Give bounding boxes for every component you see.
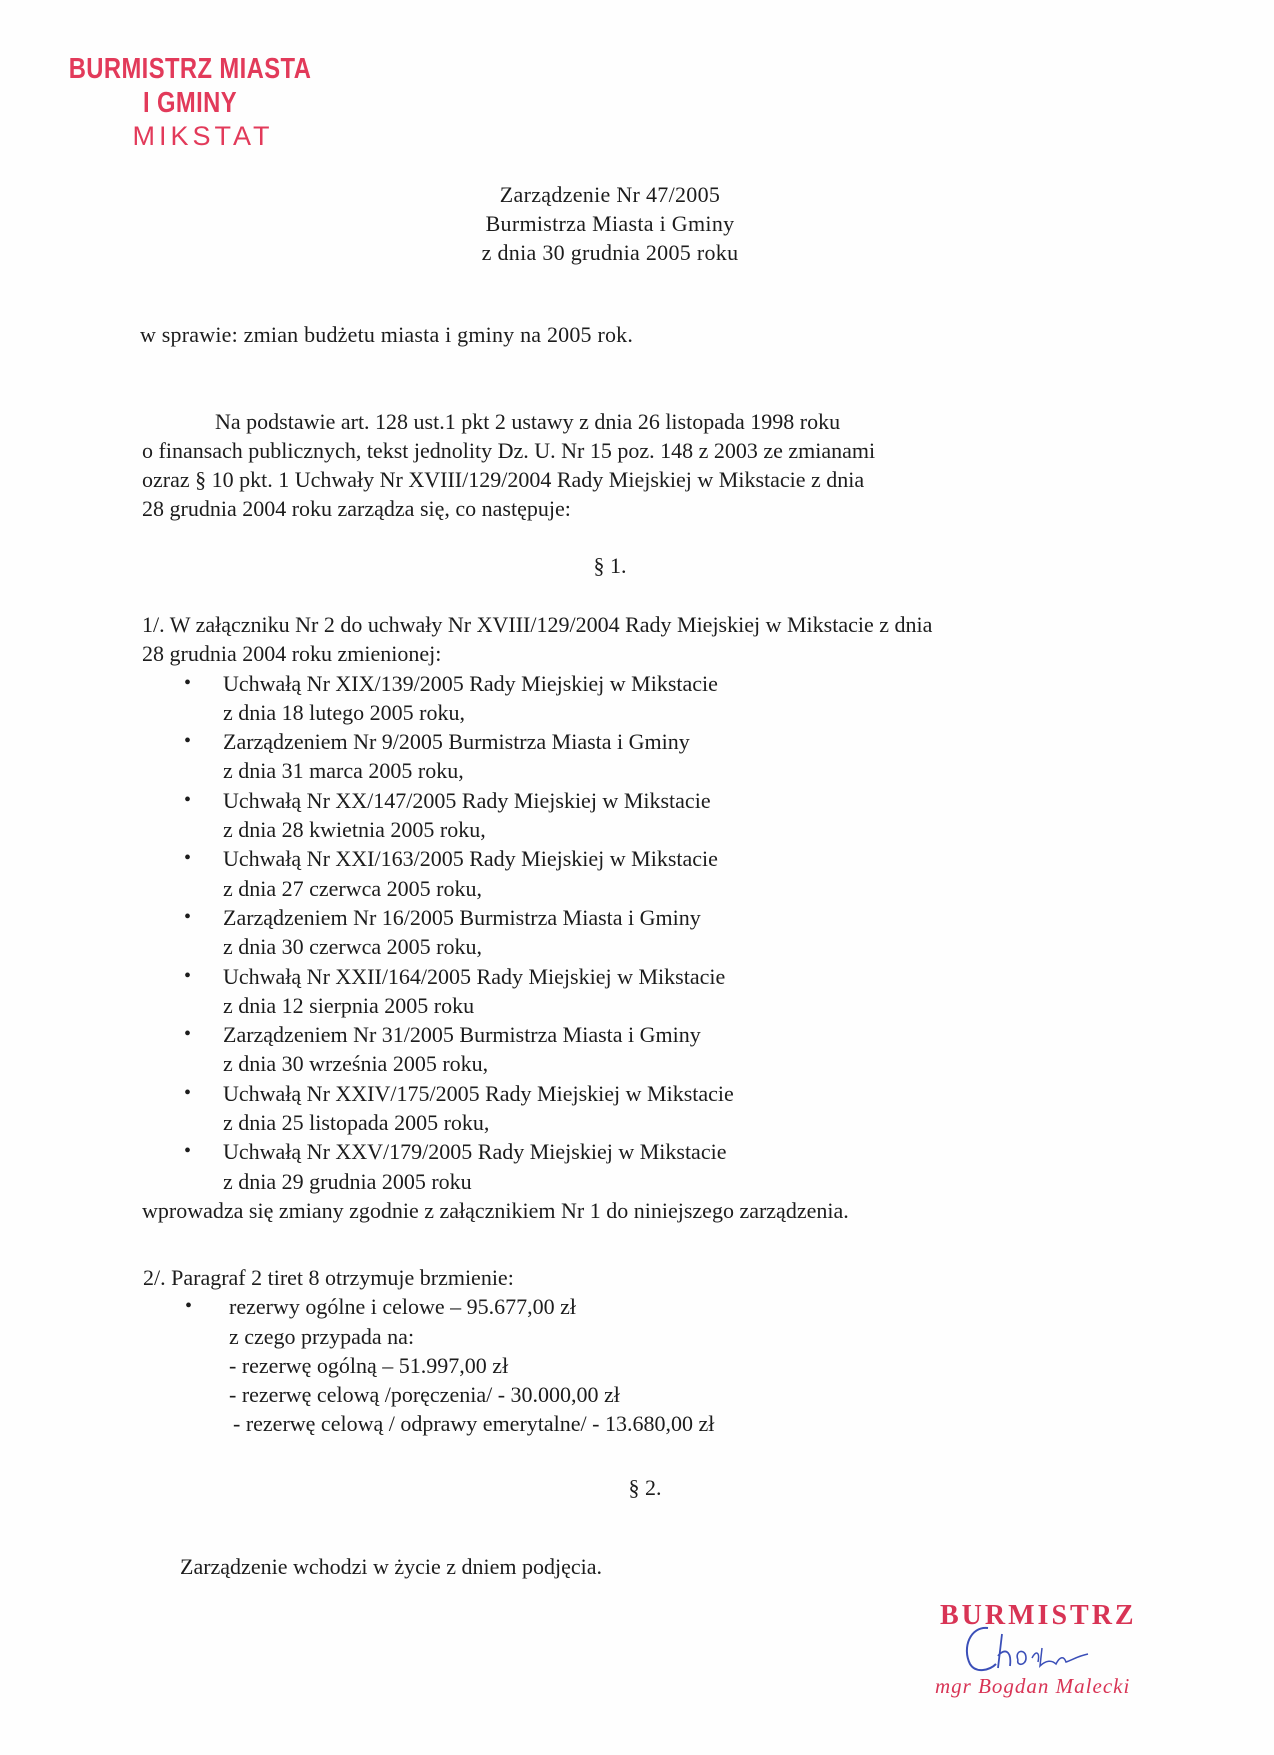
amendment-act: Uchwałą Nr XXI/163/2005 Rady Miejskiej w Mikstacie: [223, 846, 718, 872]
amendment-act: Uchwałą Nr XXV/179/2005 Rady Miejskiej w Mikstacie: [223, 1139, 727, 1165]
section-2-intro: 2/. Paragraf 2 tiret 8 otrzymuje brzmienie:: [143, 1265, 514, 1290]
section-1-closing: wprowadza się zmiany zgodnie z załącznikiem Nr 1 do niniejszego zarządzenia.: [142, 1197, 849, 1223]
stamp-line-town: MIKSTAT: [132, 121, 274, 151]
list-item: [184, 786, 1192, 845]
handwritten-signature-icon: [960, 1620, 1110, 1680]
reserve-item: [185, 1292, 1193, 1438]
document-subject: w sprawie: zmian budżetu miasta i gminy na 2005 rok.: [140, 322, 634, 347]
document-header: [0, 180, 1220, 267]
amendment-list: [142, 669, 1192, 1196]
list-item: [184, 1079, 1192, 1138]
entry-into-force: Zarządzenie wchodzi w życie z dniem podjęcia.: [180, 1554, 603, 1579]
amendment-act: Zarządzeniem Nr 16/2005 Burmistrza Miasta i Gminy: [223, 904, 701, 930]
stamp-line-office: BURMISTRZ MIASTA I GMINY: [68, 53, 312, 119]
severance-reserve: - rezerwę celową / odprawy emerytalne/ - 13.680,00 zł: [233, 1411, 715, 1437]
amendment-date: z dnia 30 września 2005 roku,: [223, 1051, 489, 1077]
reserve-total: rezerwy ogólne i celowe – 95.677,00 zł: [229, 1294, 576, 1320]
amendment-date: z dnia 27 czerwca 2005 roku,: [223, 875, 483, 901]
list-item: [184, 844, 1192, 903]
list-item: [184, 727, 1192, 786]
section-1: [142, 610, 1192, 1225]
section-1-intro-line: 28 grudnia 2004 roku zmienionej:: [142, 641, 442, 667]
list-item: [184, 1137, 1192, 1196]
list-item: [184, 962, 1192, 1021]
amendment-act: Uchwałą Nr XXIV/175/2005 Rady Miejskiej w Mikstacie: [223, 1080, 734, 1106]
legal-basis-line: 28 grudnia 2004 roku zarządza się, co następuje:: [142, 496, 571, 521]
list-item: [184, 903, 1192, 962]
general-reserve: - rezerwę ogólną – 51.997,00 zł: [229, 1352, 509, 1378]
amendment-act: Zarządzeniem Nr 9/2005 Burmistrza Miasta i Gminy: [223, 729, 690, 755]
paragraph-2-heading: § 2.: [628, 1475, 662, 1500]
mayor-signature-stamp: [920, 1600, 1170, 1710]
mayor-name: mgr Bogdan Malecki: [935, 1674, 1131, 1698]
legal-basis-line: Na podstawie art. 128 ust.1 pkt 2 ustawy z dnia 26 listopada 1998 roku: [215, 409, 841, 434]
bullet-icon: •: [185, 1295, 193, 1318]
list-item: [184, 1020, 1192, 1079]
list-item: [184, 669, 1192, 728]
section-2: [143, 1263, 1193, 1439]
amendment-act: Uchwałą Nr XXII/164/2005 Rady Miejskiej w Mikstacie: [223, 963, 726, 989]
stamp-title: BURMISTRZ: [940, 1600, 1137, 1631]
ordinance-number: Zarządzenie Nr 47/2005: [499, 182, 721, 207]
legal-basis-line: ozraz § 10 pkt. 1 Uchwały Nr XVIII/129/2004 Rady Miejskiej w Mikstacie z dnia: [142, 467, 865, 492]
amendment-date: z dnia 28 kwietnia 2005 roku,: [223, 817, 486, 843]
amendment-date: z dnia 30 czerwca 2005 roku,: [223, 934, 483, 960]
guarantee-reserve: - rezerwę celową /poręczenia/ - 30.000,00 zł: [229, 1382, 620, 1408]
amendment-act: Zarządzeniem Nr 31/2005 Burmistrza Miasta i Gminy: [223, 1022, 701, 1048]
legal-basis: [142, 407, 1142, 523]
legal-basis-line: o finansach publicznych, tekst jednolity Dz. U. Nr 15 poz. 148 z 2003 ze zmianami: [142, 438, 876, 463]
reserve-breakdown-intro: z czego przypada na:: [229, 1323, 415, 1349]
section-1-intro-line: 1/. W załączniku Nr 2 do uchwały Nr XVIII/129/2004 Rady Miejskiej w Mikstacie z dnia: [142, 612, 933, 637]
amendment-date: z dnia 25 listopada 2005 roku,: [223, 1110, 490, 1136]
issuing-authority: Burmistrza Miasta i Gminy: [485, 211, 735, 236]
amendment-date: z dnia 12 sierpnia 2005 roku: [223, 992, 475, 1018]
paragraph-1-heading: § 1.: [593, 553, 627, 578]
amendment-date: z dnia 31 marca 2005 roku,: [223, 758, 464, 784]
mayor-office-stamp: [40, 52, 340, 152]
ordinance-date: z dnia 30 grudnia 2005 roku: [481, 240, 739, 265]
amendment-date: z dnia 18 lutego 2005 roku,: [223, 699, 465, 725]
amendment-act: Uchwałą Nr XX/147/2005 Rady Miejskiej w Mikstacie: [223, 787, 711, 813]
amendment-date: z dnia 29 grudnia 2005 roku: [223, 1168, 472, 1194]
amendment-act: Uchwałą Nr XIX/139/2005 Rady Miejskiej w Mikstacie: [223, 670, 718, 696]
